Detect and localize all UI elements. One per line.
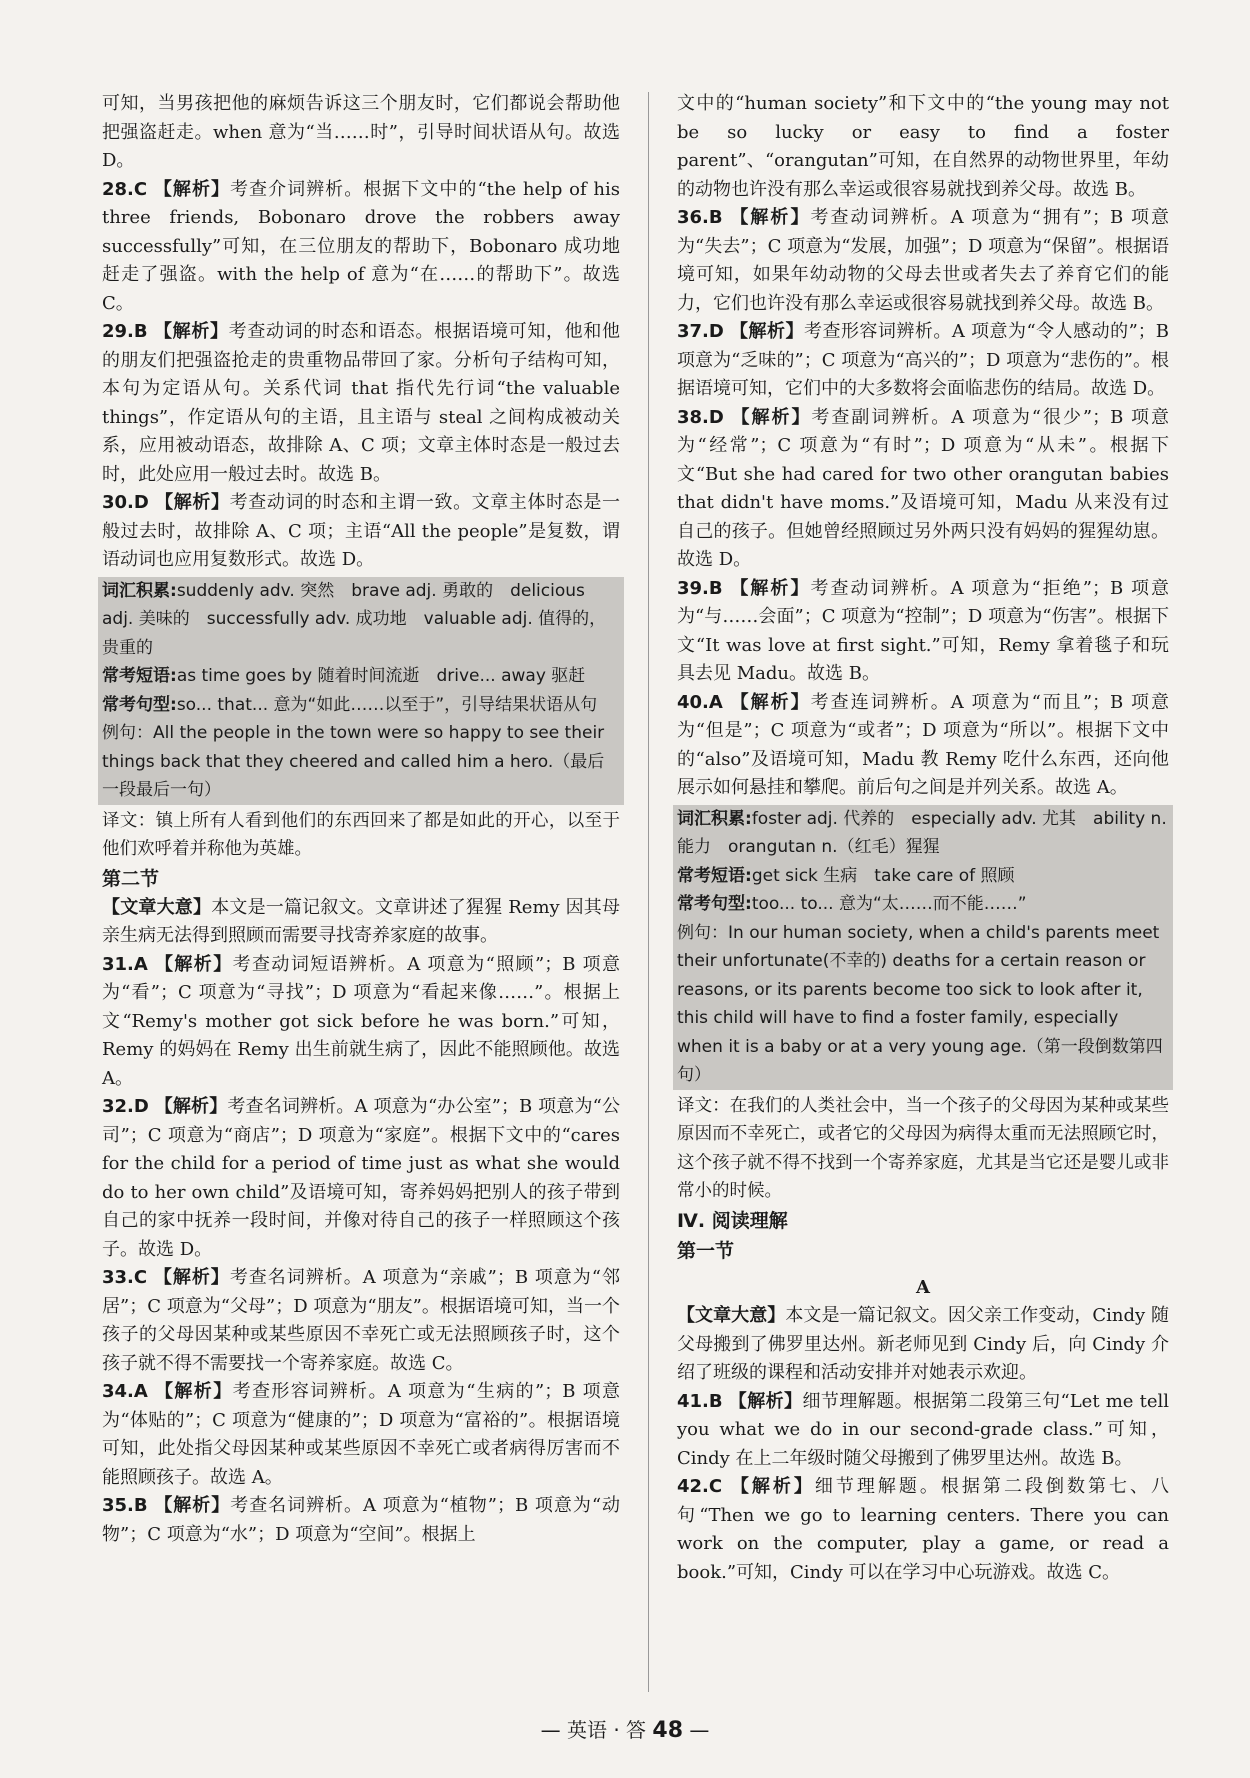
pattern-line: 常考句型:so... that... 意为“如此……以至于”，引导结果状语从句 [102,694,598,715]
vocabulary-box [98,577,624,805]
left-column [102,90,620,1549]
answer-41: 41.B 【解析】细节理解题。根据第二段第三句“Let me tell you what we do in our second-grade class.”可知，Cindy 在上二年级时随父母搬到了佛罗里达州。故选 B。 [677,1390,1169,1469]
vocabulary-box [673,805,1173,1090]
continuation-text: 可知，当男孩把他的麻烦告诉这三个朋友时，它们都说会帮助他把强盗赶走。when 意为“当……时”，引导时间状语从句。故选 D。 [102,93,620,171]
answer-34: 34.A 【解析】考查形容词辨析。A 项意为“生病的”；B 项意为“体贴的”；C 项意为“健康的”；D 项意为“富裕的”。根据语境可知，此处指父母因某种或某些原因不幸死亡或者病得厉害而不能照顾孩子。故选 A。 [102,1381,621,1488]
answer-31: 31.A 【解析】考查动词短语辨析。A 项意为“照顾”；B 项意为“看”；C 项意为“寻找”；D 项意为“看起来像……”。根据上文“Remy's mother got sick before he was born.”可知，Remy 的妈妈在 Remy 出生前就生病了，因此不能照顾他。故选 A。 [102,953,621,1089]
passage-summary: 【文章大意】本文是一篇记叙文。文章讲述了猩猩 Remy 因其母亲生病无法得到照顾而需要寻找寄养家庭的故事。 [102,896,621,946]
column-divider [648,92,649,1692]
answer-32: 32.D 【解析】考查名词辨析。A 项意为“办公室”；B 项意为“公司”；C 项意为“商店”；D 项意为“家庭”。根据下文中的“cares for the child for a period of time just as what she would do to her own child”及语境可知，寄养妈妈把别人的孩子带到自己的家中抚养一段时间，并像对待自己的孩子一样照顾这个孩子。故选 D。 [102,1096,620,1260]
pattern-line: 常考句型:too... to... 意为“太……而不能……” [677,894,1027,914]
translation: 译文：镇上所有人看到他们的东西回来了都是如此的开心，以至于他们欢呼着并称他为英雄。 [102,810,620,859]
answer-33: 33.C 【解析】考查名词辨析。A 项意为“亲戚”；B 项意为“邻居”；C 项意为“父母”；D 项意为“朋友”。根据语境可知，当一个孩子的父母因某种或某些原因不幸死亡或无法照顾孩子时，这个孩子就不得不需要找一个寄养家庭。故选 C。 [102,1267,620,1374]
example-sentence: 例句：In our human society, when a child's parents meet their unfortunate(不幸的) deaths for a certain reason or reasons, or its parents become too sick to look after it, this child will have to find a foster family, especially when it is a baby or at a very young age.（第一段倒数第四句） [677,922,1163,1085]
vocab-line: 词汇积累:suddenly adv. 突然 brave adj. 勇敢的 delicious adj. 美味的 successfully adv. 成功地 valuable adj. 值得的，贵重的 [102,580,607,658]
page-footer: — 英语 · 答 48 — [540,1718,710,1743]
vocab-line: 词汇积累:foster adj. 代养的 especially adv. 尤其 ability n. 能力 orangutan n.（红毛）猩猩 [677,808,1167,857]
answer-38: 38.D 【解析】考查副词辨析。A 项意为“很少”；B 项意为“经常”；C 项意为“有时”；D 项意为“从未”。根据下文“But she had cared for two other orangutan babies that didn't have moms.”及语境可知，Madu 从来没有过自己的孩子。但她曾经照顾过另外两只没有妈妈的猩猩幼崽。故选 D。 [677,406,1170,570]
section-4-title: Ⅳ. 阅读理解 [677,1209,788,1232]
phrase-line: 常考短语:as time goes by 随着时间流逝 drive... away 驱赶 [102,666,586,686]
passage-letter: A [916,1276,930,1298]
answer-36: 36.B 【解析】考查动词辨析。A 项意为“拥有”；B 项意为“失去”；C 项意为“发展，加强”；D 项意为“保留”。根据语境可知，如果年幼动物的父母去世或者失去了养育它们的能力，它们也许没有那么幸运或很容易就找到养父母。故选 B。 [677,207,1169,314]
passage-summary: 【文章大意】本文是一篇记叙文。因父亲工作变动，Cindy 随父母搬到了佛罗里达州。新老师见到 Cindy 后，向 Cindy 介绍了班级的课程和活动安排并对她表示欢迎。 [677,1305,1169,1383]
page-number: 48 [652,1718,684,1743]
answer-40: 40.A 【解析】考查连词辨析。A 项意为“而且”；B 项意为“但是”；C 项意为“或者”；D 项意为“所以”。根据下文中的“also”及语境可知，Madu 教 Remy 吃什么东西，还向他展示如何悬挂和攀爬。前后句之间是并列关系。故选 A。 [677,691,1170,798]
answer-42: 42.C 【解析】细节理解题。根据第二段倒数第七、八句“Then we go to learning centers. There you can work on the computer, play a game, or read a book.”可知，Cindy 可以在学习中心玩游戏。故选 C。 [677,1476,1169,1583]
right-column [677,90,1169,1587]
continuation-text: 文中的“human society”和下文中的“the young may not be so lucky or easy to find a foster parent”、“orangutan”可知，在自然界的动物世界里，年幼的动物也许没有那么幸运或很容易就找到养父母。故选 B。 [677,93,1169,200]
example-sentence: 例句：All the people in the town were so happy to see their things back that they cheered and called him a hero.（最后一段最后一句） [102,723,605,800]
section-1-title: 第一节 [677,1239,735,1262]
answer-37: 37.D 【解析】考查形容词辨析。A 项意为“令人感动的”；B 项意为“乏味的”；C 项意为“高兴的”；D 项意为“悲伤的”。根据语境可知，它们中的大多数将会面临悲伤的结局。故选 D。 [677,321,1170,399]
phrase-line: 常考短语:get sick 生病 take care of 照顾 [677,865,1015,886]
answer-28: 28.C 【解析】考查介词辨析。根据下文中的“the help of his three friends, Bobonaro drove the robbers away successfully”可知，在三位朋友的帮助下，Bobonaro 成功地赶走了强盗。with the help of 意为“在……的帮助下”。故选 C。 [102,178,620,314]
section-2-title: 第二节 [102,867,160,890]
answer-29: 29.B 【解析】考查动词的时态和语态。根据语境可知，他和他的朋友们把强盗抢走的贵重物品带回了家。分析句子结构可知，本句为定语从句。关系代词 that 指代先行词“the valuable things”，作定语从句的主语，且主语与 steal 之间构成被动关系，应用被动语态，故排除 A、C 项；文章主体时态是一般过去时，此处应用一般过去时。故选 B。 [102,321,620,485]
answer-39: 39.B 【解析】考查动词辨析。A 项意为“拒绝”；B 项意为“与……会面”；C 项意为“控制”；D 项意为“伤害”。根据下文“It was love at first sight.”可知，Remy 拿着毯子和玩具去见 Madu。故选 B。 [677,577,1169,684]
translation: 译文：在我们的人类社会中，当一个孩子的父母因为某种或某些原因而不幸死亡，或者它的父母因为病得太重而无法照顾它时，这个孩子就不得不找到一个寄养家庭，尤其是当它还是婴儿或非常小的时候。 [677,1095,1169,1201]
answer-35: 35.B 【解析】考查名词辨析。A 项意为“植物”；B 项意为“动物”；C 项意为“水”；D 项意为“空间”。根据上 [102,1495,620,1545]
answer-30: 30.D 【解析】考查动词的时态和主谓一致。文章主体时态是一般过去时，故排除 A、C 项；主语“All the people”是复数，谓语动词也应用复数形式。故选 D。 [102,492,621,570]
